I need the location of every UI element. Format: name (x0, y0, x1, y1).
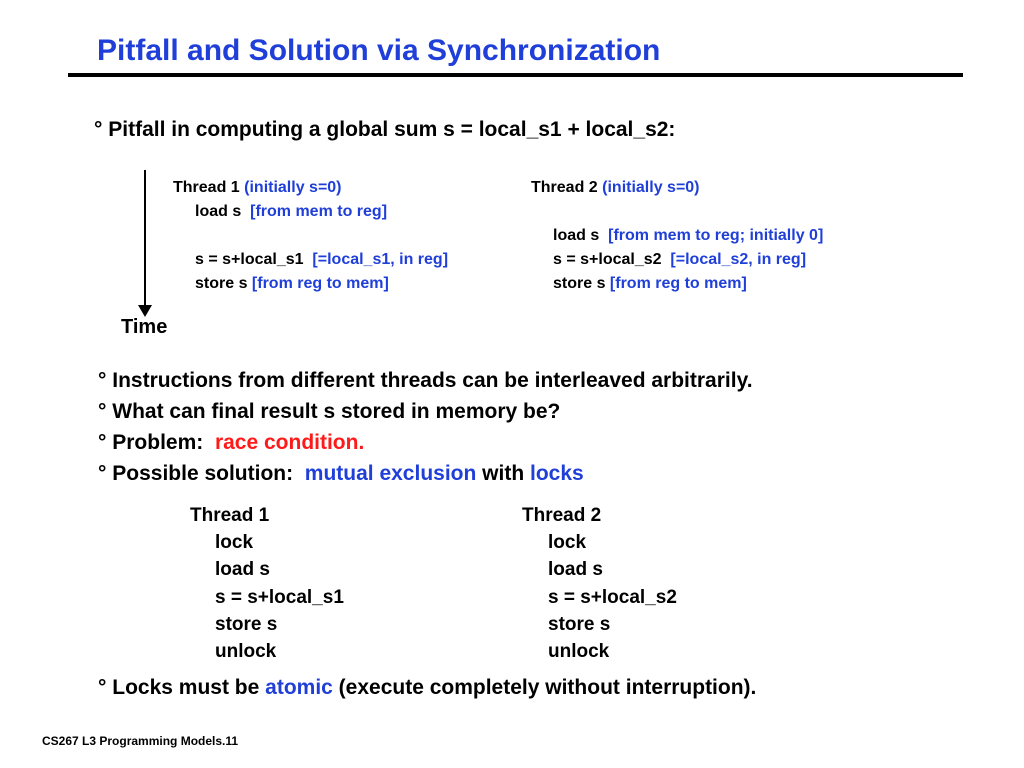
slide-title: Pitfall and Solution via Synchronization (97, 34, 661, 67)
code-line: load s (553, 227, 600, 244)
bullet-text: Instructions from different threads can be interleaved arbitrarily. (112, 369, 753, 392)
code-comment: [from reg to mem] (251, 275, 389, 292)
bullet-final-result (98, 400, 560, 424)
ex2-thread1-line: lock (215, 532, 254, 553)
mutual-exclusion-highlight: mutual exclusion (304, 462, 477, 485)
bullet-marker: ° (98, 676, 107, 699)
bullet-text: Possible solution: (112, 462, 294, 485)
ex2-thread1-line: load s (215, 559, 270, 580)
ex2-thread1-header: Thread 1 (190, 505, 270, 526)
bullet-text: Locks must be (112, 676, 260, 699)
bullet-marker: ° (98, 369, 107, 392)
pitfall-text: Pitfall in computing a global sum s = local_s1 + local_s2: (108, 118, 676, 141)
atomic-highlight: atomic (265, 676, 333, 699)
title-divider (68, 73, 963, 77)
ex2-thread2-header: Thread 2 (522, 505, 602, 526)
thread-note: (initially s=0) (244, 179, 342, 196)
bullet-marker: ° (98, 462, 107, 485)
ex2-thread2-line: load s (548, 559, 603, 580)
code-line: s = s+local_s2 (553, 251, 662, 268)
ex1-thread1-header (173, 179, 342, 197)
bullet-problem (98, 431, 364, 455)
ex2-thread1-line: s = s+local_s1 (215, 587, 344, 608)
bullet-text: with (482, 462, 525, 485)
thread-label: Thread 1 (173, 179, 240, 196)
bullet-text: (execute completely without interruption). (338, 676, 757, 699)
ex1-thread1-store (195, 275, 389, 293)
ex1-thread2-load (553, 227, 823, 245)
code-line: store s (195, 275, 248, 292)
ex2-thread1-line: store s (215, 614, 278, 635)
ex2-thread1-line: unlock (215, 641, 277, 662)
race-condition-highlight: race condition. (214, 431, 365, 454)
bullet-text: What can final result s stored in memory be? (112, 400, 561, 423)
ex1-thread1-load (195, 203, 387, 221)
time-label: Time (121, 316, 168, 338)
ex2-thread2-line: unlock (548, 641, 610, 662)
bullet-marker: ° (98, 431, 107, 454)
bullet-atomic (98, 676, 756, 700)
ex1-thread2-header (531, 179, 700, 197)
code-line: store s (553, 275, 606, 292)
ex1-thread1-add (195, 251, 448, 269)
slide-footer: CS267 L3 Programming Models.11 (42, 734, 239, 748)
code-line: load s (195, 203, 242, 220)
ex2-thread2-line: store s (548, 614, 611, 635)
ex2-thread2-line: s = s+local_s2 (548, 587, 677, 608)
code-comment: [from reg to mem] (609, 275, 747, 292)
locks-highlight: locks (530, 462, 584, 485)
code-comment: [from mem to reg] (250, 203, 388, 220)
time-axis-line (144, 170, 146, 310)
bullet-interleaving (98, 369, 753, 393)
code-comment: [from mem to reg; initially 0] (608, 227, 824, 244)
bullet-marker: ° (98, 400, 107, 423)
code-comment: [=local_s1, in reg] (312, 251, 449, 268)
pitfall-bullet (94, 118, 675, 142)
code-line: s = s+local_s1 (195, 251, 304, 268)
ex2-thread2-line: lock (548, 532, 587, 553)
code-comment: [=local_s2, in reg] (670, 251, 807, 268)
thread-note: (initially s=0) (602, 179, 700, 196)
ex1-thread2-store (553, 275, 747, 293)
ex1-thread2-add (553, 251, 806, 269)
bullet-solution (98, 462, 584, 486)
thread-label: Thread 2 (531, 179, 598, 196)
bullet-text: Problem: (112, 431, 204, 454)
bullet-marker: ° (94, 118, 103, 141)
